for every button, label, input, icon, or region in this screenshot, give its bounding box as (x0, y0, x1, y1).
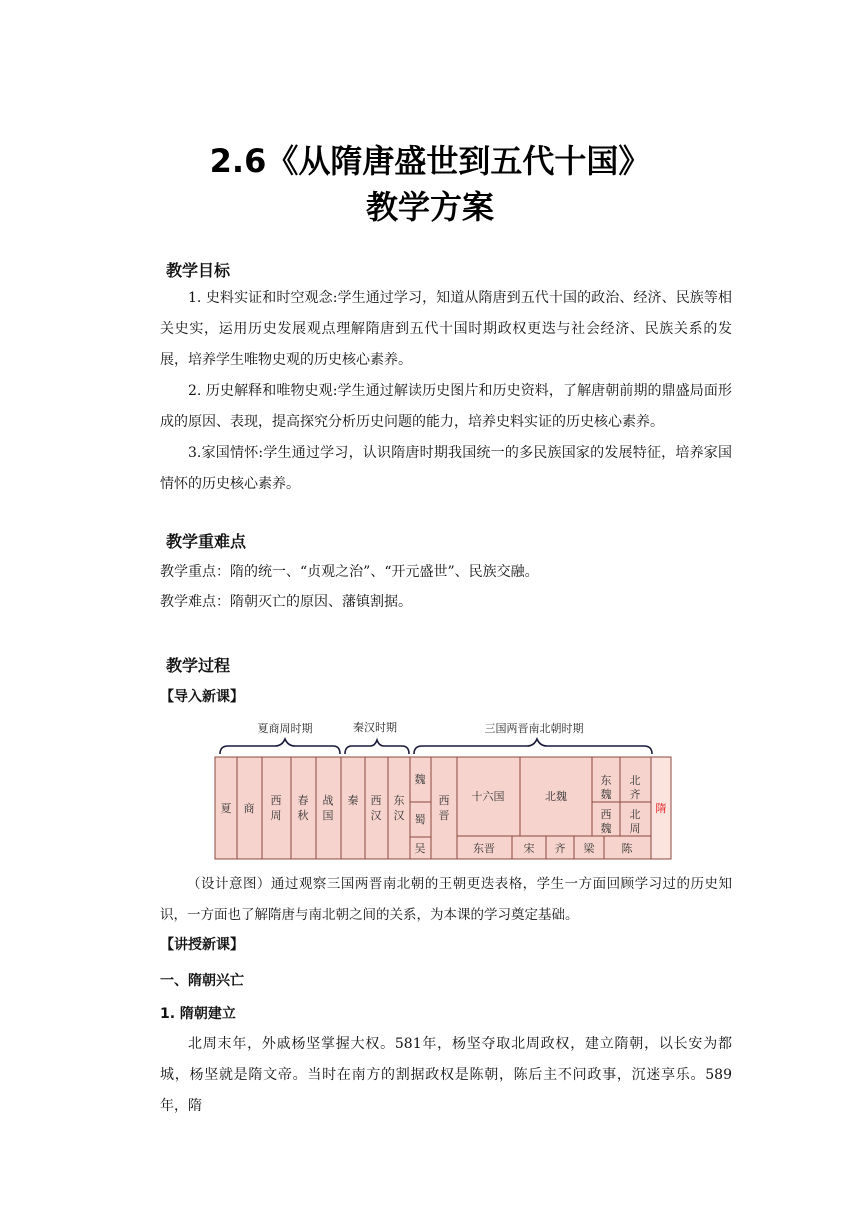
teaching-focus: 教学重点：隋的统一、“贞观之治”、“开元盛世”、民族交融。 (160, 564, 539, 580)
cell-chunqiu-1: 春 (297, 794, 309, 807)
cell-chen: 陈 (621, 842, 633, 855)
cell-zhanguo-2: 国 (322, 809, 334, 822)
document-title-line1: 2.6《从隋唐盛世到五代十国》 (209, 142, 651, 180)
intro-label: 【导入新课】 (160, 689, 244, 705)
cell-xizhou-1: 西 (270, 794, 282, 807)
cell-donghan-1: 东 (393, 794, 405, 807)
cell-beizhou-2: 周 (629, 822, 641, 835)
cell-xijin-1: 西 (438, 794, 450, 807)
dynasty-timeline-table (212, 714, 676, 862)
document-title-line2: 教学方案 (365, 188, 494, 226)
cell-xiwei-1: 西 (600, 808, 612, 821)
cell-xia: 夏 (220, 802, 232, 815)
cell-qi: 齐 (554, 842, 566, 855)
cell-wu: 吴 (414, 842, 426, 855)
body-paragraph-1: 北周末年，外戚杨坚掌握大权。581年，杨坚夺取北周政权，建立隋朝，以长安为都城，杨坚就是隋文帝。当时在南方的割据政权是陈朝，陈后主不问政事，沉迷享乐。589年，隋 (160, 1036, 732, 1114)
cell-xihan-1: 西 (370, 794, 382, 807)
goal-item-3: 3.家国情怀:学生通过学习，认识隋唐时期我国统一的多民族国家的发展特征，培养家国情怀的历史核心素养。 (160, 445, 732, 492)
goal-item-1: 1. 史料实证和时空观念:学生通过学习，知道从隋唐到五代十国的政治、经济、民族等相关史实，运用历史发展观点理解隋唐到五代十国时期政权更迭与社会经济、民族关系的发展，培养学生唯物史观的历史核心素养。 (160, 290, 732, 368)
group-label-qinhan: 秦汉时期 (353, 721, 397, 734)
cell-song: 宋 (523, 842, 535, 855)
cell-liang: 梁 (583, 842, 595, 855)
goals-heading: 教学目标 (166, 261, 231, 280)
cell-xiwei-2: 魏 (600, 822, 612, 835)
design-note: （设计意图）通过观察三国两晋南北朝的王朝更迭表格，学生一方面回顾学习过的历史知识，一方面也了解隋唐与南北朝之间的关系，为本课的学习奠定基础。 (160, 876, 732, 923)
brace-sanguo (414, 739, 652, 754)
cell-dongwei-1: 东 (600, 774, 612, 787)
cell-shiliuguo: 十六国 (471, 790, 505, 803)
teaching-difficulty: 教学难点：隋朝灭亡的原因、藩镇割据。 (160, 594, 412, 610)
cell-zhanguo-1: 战 (322, 794, 334, 807)
cell-shang: 商 (243, 802, 255, 815)
cell-xijin-2: 晋 (438, 809, 450, 822)
cell-xizhou-2: 周 (270, 809, 282, 822)
cell-beiqi-2: 齐 (629, 788, 641, 801)
cell-xihan-2: 汉 (370, 809, 382, 822)
cell-beiqi-1: 北 (629, 774, 641, 787)
cell-qin: 秦 (347, 794, 359, 807)
cell-chunqiu-2: 秋 (297, 809, 309, 822)
cell-shu: 蜀 (414, 813, 426, 826)
cell-donghan-2: 汉 (393, 809, 405, 822)
brace-qinhan (345, 740, 409, 754)
cell-dongjin: 东晋 (473, 842, 495, 855)
cell-beiwei: 北魏 (545, 790, 567, 803)
keypoints-heading: 教学重难点 (166, 532, 247, 551)
cell-wei: 魏 (414, 773, 426, 786)
cell-sui-text: 隋 (655, 802, 667, 815)
process-heading: 教学过程 (166, 656, 231, 675)
subsection-heading-1: 1. 隋朝建立 (160, 1006, 236, 1022)
section-heading-1: 一、隋朝兴亡 (160, 973, 244, 989)
brace-xsz (220, 739, 340, 754)
goal-item-2: 2. 历史解释和唯物史观:学生通过解读历史图片和历史资料，了解唐朝前期的鼎盛局面形成的原因、表现，提高探究分析历史问题的能力，培养史料实证的历史核心素养。 (160, 383, 732, 430)
group-label-xsz: 夏商周时期 (257, 722, 313, 735)
group-label-sanguo: 三国两晋南北朝时期 (484, 722, 584, 735)
teach-label: 【讲授新课】 (160, 937, 244, 953)
cell-beizhou-1: 北 (629, 808, 641, 821)
cell-dongwei-2: 魏 (600, 788, 612, 801)
